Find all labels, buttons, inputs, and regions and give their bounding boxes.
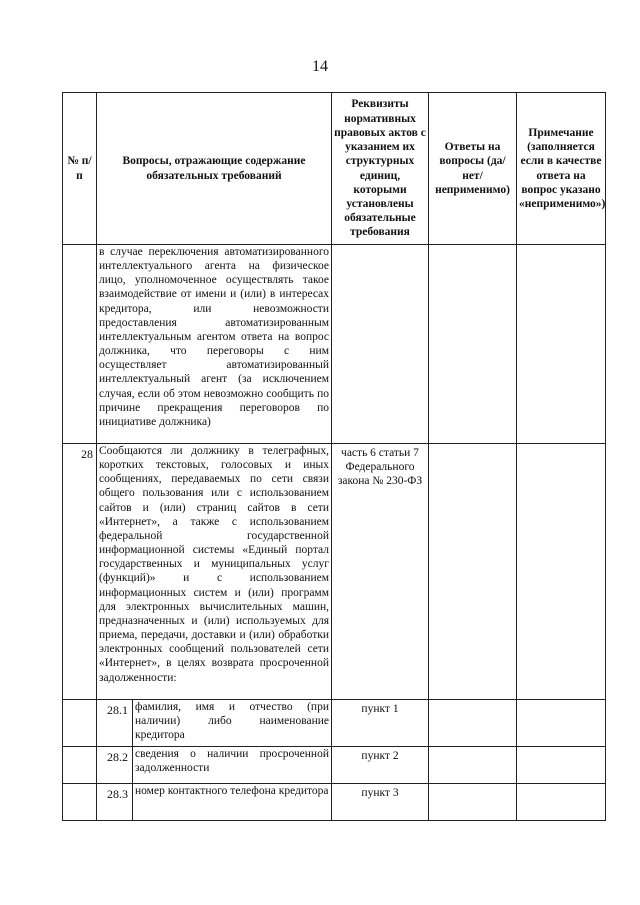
subrow-requisite: пункт 3 xyxy=(332,784,429,821)
page-number: 14 xyxy=(312,58,328,75)
answer-cell[interactable] xyxy=(429,245,517,444)
answer-cell[interactable] xyxy=(429,700,517,747)
note-cell[interactable] xyxy=(517,700,606,747)
subrow-number: 28.2 xyxy=(97,747,133,783)
table-row-28-1 xyxy=(63,700,606,747)
table-row-continuation xyxy=(63,245,606,444)
subrow-question: сведения о наличии просроченной задолженности xyxy=(135,748,329,775)
row-28-question: Сообщаются ли должнику в телеграфных, коротких текстовых, голосовых и иных сообщениях, передаваемых по сети связи общего пользования или с использованием сайтов и (или) страниц сайтов в сети «Интернет», а также с использованием федеральной государственной информационной системы «Единый портал государственных и муниципальных услуг (функций)» и с использованием информационных систем и (или) программ для электронных вычислительных машин, предназначенных и (или) используемых для приема, передачи, доставки и (или) обработки электронных сообщений пользователей сети «Интернет», в целях возврата просроченной задолженности: xyxy=(97,444,332,700)
row-28-requisite: часть 6 статьи 7 Федерального закона № 230-ФЗ xyxy=(332,444,429,700)
note-cell[interactable] xyxy=(517,444,606,700)
note-cell[interactable] xyxy=(517,784,606,821)
note-cell[interactable] xyxy=(517,747,606,784)
header-num: № п/п xyxy=(63,93,97,245)
cell-num-empty xyxy=(63,747,97,784)
note-cell[interactable] xyxy=(517,245,606,444)
subrow xyxy=(97,784,331,820)
row-28-number: 28 xyxy=(63,444,97,700)
subrow-cell xyxy=(97,747,332,784)
subrow-cell xyxy=(97,784,332,821)
table-row-28-3 xyxy=(63,784,606,821)
answer-cell[interactable] xyxy=(429,444,517,700)
subrow-question: фамилия, имя и отчество (при наличии) либо наименование кредитора xyxy=(135,701,329,742)
subrow xyxy=(97,700,331,746)
header-requisites: Реквизиты нормативных правовых актов с указанием их структурных единиц, которыми установлены обязательные требования xyxy=(332,93,429,245)
subrow-requisite: пункт 1 xyxy=(332,700,429,747)
subrow-number: 28.3 xyxy=(97,784,133,820)
continuation-text: в случае переключения автоматизированного интеллектуального агента на физическое лицо, уполномоченное осуществлять такое взаимодействие от имени и (или) в интересах кредитора, или невозможности предоставления автоматизированным интеллектуальным агентом ответа на вопрос должника, что переговоры с ним осуществляет автоматизированный интеллектуальный агент (за исключением случая, если об этом невозможно сообщить по причине прекращения переговоров по инициативе должника) xyxy=(97,245,332,444)
cell-num-empty xyxy=(63,700,97,747)
subrow-requisite: пункт 2 xyxy=(332,747,429,784)
subrow-question: номер контактного телефона кредитора xyxy=(135,785,329,797)
cell-num-empty xyxy=(63,784,97,821)
table-row-28-2 xyxy=(63,747,606,784)
table-row-28 xyxy=(63,444,606,700)
header-questions: Вопросы, отражающие содержание обязательных требований xyxy=(97,93,332,245)
subrow xyxy=(97,747,331,783)
answer-cell[interactable] xyxy=(429,784,517,821)
table-header-row xyxy=(63,93,606,245)
subrow-number: 28.1 xyxy=(97,700,133,746)
subrow-cell xyxy=(97,700,332,747)
cell-requisite-empty xyxy=(332,245,429,444)
header-answers: Ответы на вопросы (да/нет/ неприменимо) xyxy=(429,93,517,245)
cell-num-empty xyxy=(63,245,97,444)
requirements-table xyxy=(62,92,606,821)
header-note: Примечание (заполняется если в качестве ответа на вопрос указано «неприменимо») xyxy=(517,93,606,245)
answer-cell[interactable] xyxy=(429,747,517,784)
